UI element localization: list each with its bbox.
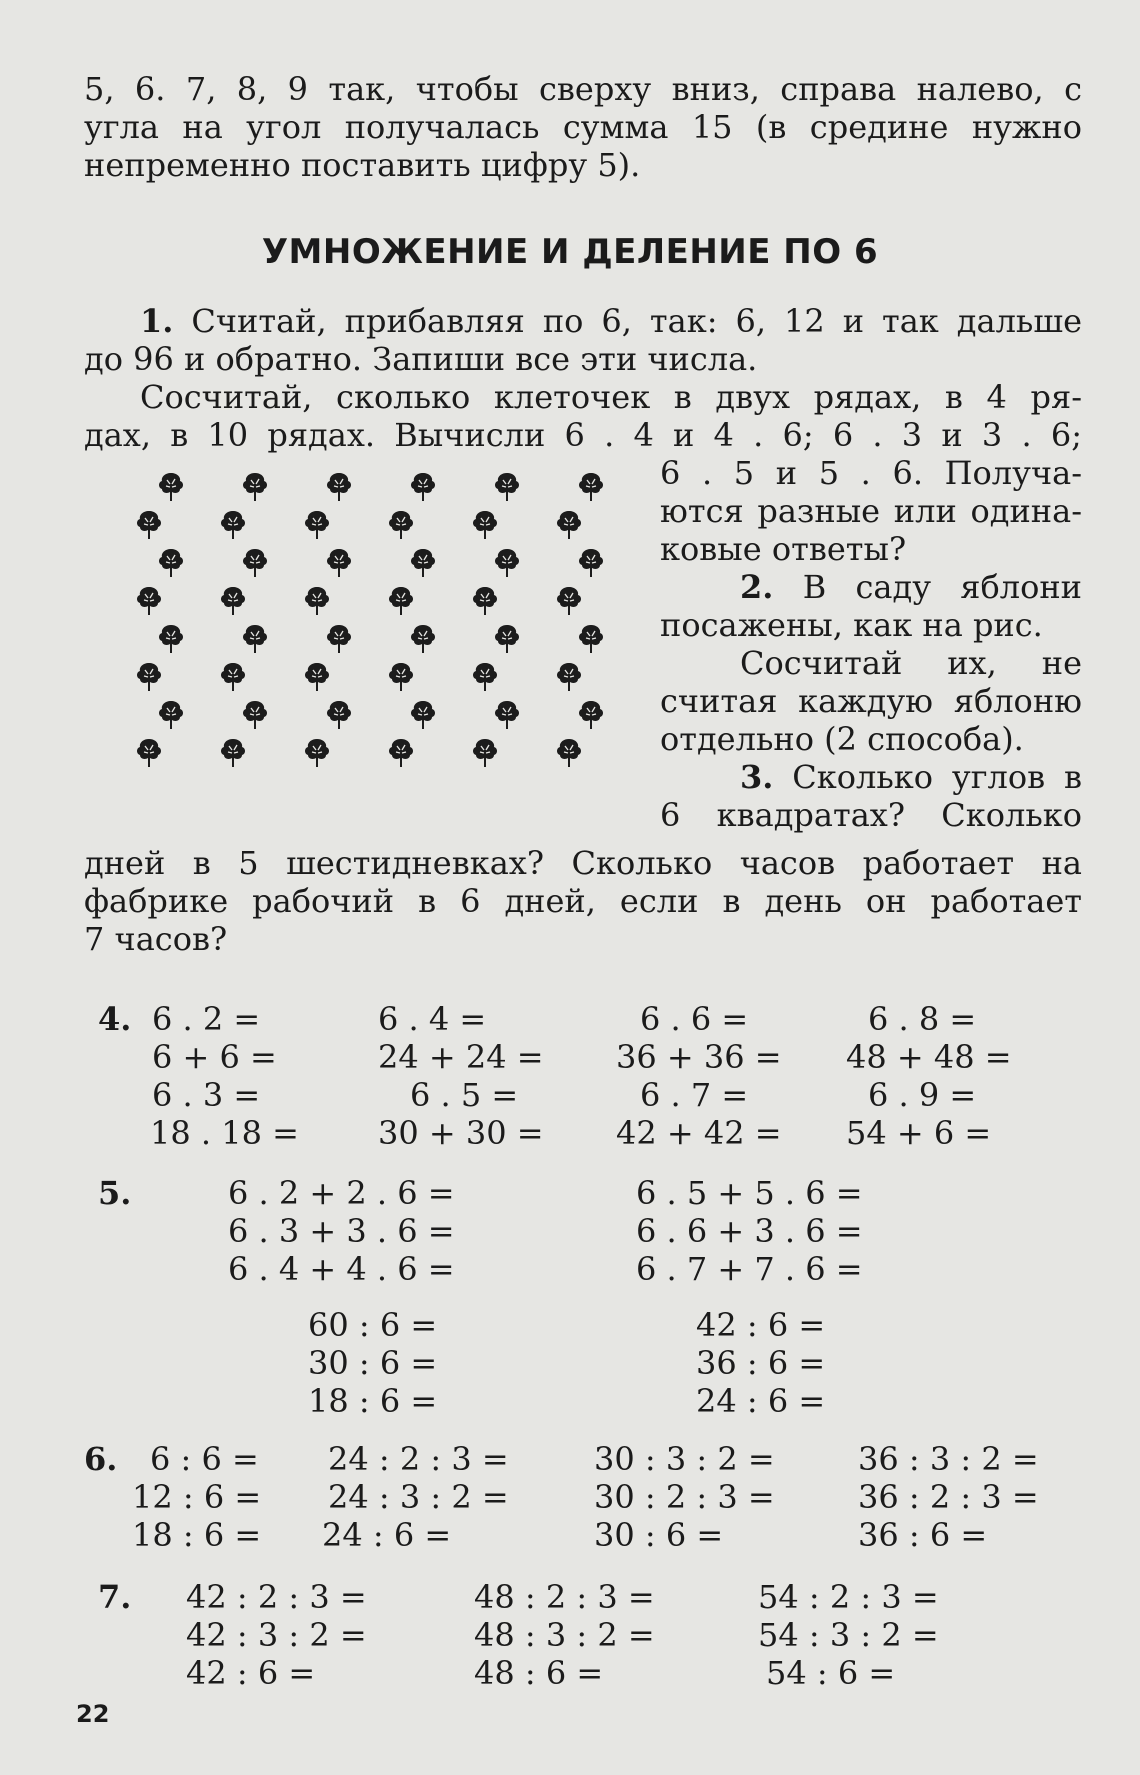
apple-tree-icon <box>470 508 500 542</box>
apple-tree-icon <box>554 736 584 770</box>
orchard-illustration <box>100 470 620 820</box>
ex6-r1-c1: 24 : 3 : 2 = <box>328 1478 509 1516</box>
ex4-r0-c2: 6 . 6 = <box>640 1000 749 1038</box>
ex4-r0-c3: 6 . 8 = <box>868 1000 977 1038</box>
apple-tree-icon <box>156 546 186 580</box>
apple-tree-icon <box>408 470 438 504</box>
ex5-left-0: 6 . 2 + 2 . 6 = <box>228 1174 455 1212</box>
side-text-column <box>660 454 1082 834</box>
apple-tree-icon <box>240 546 270 580</box>
ex1-number: 1. <box>140 302 174 340</box>
apple-tree-icon <box>492 622 522 656</box>
apple-tree-icon <box>408 622 438 656</box>
ex4-r3-c2: 42 + 42 = <box>616 1114 782 1152</box>
apple-tree-icon <box>218 584 248 618</box>
ex4-number: 4. <box>98 1000 132 1038</box>
ex5-right-1: 6 . 6 + 3 . 6 = <box>636 1212 863 1250</box>
apple-tree-icon <box>554 584 584 618</box>
side-line-4-text: В саду яблони <box>802 568 1082 606</box>
apple-tree-icon <box>134 660 164 694</box>
ex5-div-left-2: 18 : 6 = <box>308 1382 438 1420</box>
side-line-6: Сосчитай их, не <box>740 644 1082 682</box>
ex4-r3-c3: 54 + 6 = <box>846 1114 992 1152</box>
ex7-r1-c0: 42 : 3 : 2 = <box>186 1616 367 1654</box>
apple-tree-icon <box>302 584 332 618</box>
apple-tree-icon <box>470 584 500 618</box>
side-line-1: 6 . 5 и 5 . 6. Получа- <box>660 454 1082 492</box>
ex6-r2-c1: 24 : 6 = <box>322 1516 452 1554</box>
ex1-line-2: до 96 и обратно. Запиши все эти числа. <box>84 340 758 378</box>
ex1-line-1-text: Считай, прибавляя по 6, так: 6, 12 и так дальше <box>191 302 1083 340</box>
ex7-r2-c1: 48 : 6 = <box>474 1654 604 1692</box>
apple-tree-icon <box>492 546 522 580</box>
ex3-line-2: фабрике рабочий в 6 дней, если в день он работает <box>84 882 1082 920</box>
apple-tree-icon <box>218 736 248 770</box>
ex5-right-2: 6 . 7 + 7 . 6 = <box>636 1250 863 1288</box>
ex4-r3-c0: 18 . 18 = <box>150 1114 299 1152</box>
apple-tree-icon <box>386 508 416 542</box>
apple-tree-icon <box>386 736 416 770</box>
apple-tree-icon <box>554 508 584 542</box>
ex6-r1-c2: 30 : 2 : 3 = <box>594 1478 775 1516</box>
apple-tree-icon <box>492 698 522 732</box>
side-line-3: ковые ответы? <box>660 530 907 568</box>
apple-tree-icon <box>576 698 606 732</box>
apple-tree-icon <box>134 508 164 542</box>
apple-tree-icon <box>156 698 186 732</box>
apple-tree-icon <box>218 660 248 694</box>
ex4-r0-c0: 6 . 2 = <box>152 1000 261 1038</box>
ex4-r0-c1: 6 . 4 = <box>378 1000 487 1038</box>
ex6-r2-c0: 18 : 6 = <box>132 1516 262 1554</box>
ex4-r2-c3: 6 . 9 = <box>868 1076 977 1114</box>
ex3-line-3: 7 часов? <box>84 920 228 958</box>
apple-tree-icon <box>156 622 186 656</box>
apple-tree-icon <box>408 546 438 580</box>
ex4-r1-c0: 6 + 6 = <box>152 1038 277 1076</box>
ex4-r1-c3: 48 + 48 = <box>846 1038 1012 1076</box>
section-title: УМНОЖЕНИЕ И ДЕЛЕНИЕ ПО 6 <box>261 232 879 272</box>
apple-tree-icon <box>554 660 584 694</box>
ex5-div-left-1: 30 : 6 = <box>308 1344 438 1382</box>
apple-tree-icon <box>470 660 500 694</box>
intro-line-3: непременно поставить цифру 5). <box>84 146 641 184</box>
ex7-r0-c0: 42 : 2 : 3 = <box>186 1578 367 1616</box>
ex6-r2-c3: 36 : 6 = <box>858 1516 988 1554</box>
ex7-r2-c0: 42 : 6 = <box>186 1654 316 1692</box>
ex6-r0-c1: 24 : 2 : 3 = <box>328 1440 509 1478</box>
ex1-line-1 <box>84 302 1082 340</box>
ex6-r0-c3: 36 : 3 : 2 = <box>858 1440 1039 1478</box>
apple-tree-icon <box>302 736 332 770</box>
side-line-8: отдельно (2 способа). <box>660 720 1024 758</box>
side-line-7: считая каждую яблоню <box>660 682 1082 720</box>
apple-tree-icon <box>576 546 606 580</box>
apple-tree-icon <box>324 546 354 580</box>
side-line-5: посажены, как на рис. <box>660 606 1043 644</box>
ex5-right-0: 6 . 5 + 5 . 6 = <box>636 1174 863 1212</box>
apple-tree-icon <box>470 736 500 770</box>
apple-tree-icon <box>240 698 270 732</box>
ex4-r2-c2: 6 . 7 = <box>640 1076 749 1114</box>
ex5-div-right-1: 36 : 6 = <box>696 1344 826 1382</box>
apple-tree-icon <box>576 470 606 504</box>
ex5-left-2: 6 . 4 + 4 . 6 = <box>228 1250 455 1288</box>
apple-tree-icon <box>408 698 438 732</box>
ex7-r1-c2: 54 : 3 : 2 = <box>758 1616 939 1654</box>
ex5-div-right-0: 42 : 6 = <box>696 1306 826 1344</box>
page-number: 22 <box>76 1700 110 1728</box>
ex4-r1-c1: 24 + 24 = <box>378 1038 544 1076</box>
ex6-r1-c3: 36 : 2 : 3 = <box>858 1478 1039 1516</box>
apple-tree-icon <box>134 584 164 618</box>
ex4-r3-c1: 30 + 30 = <box>378 1114 544 1152</box>
ex4-r2-c0: 6 . 3 = <box>152 1076 261 1114</box>
apple-tree-icon <box>492 470 522 504</box>
ex5-number: 5. <box>98 1174 132 1212</box>
ex7-number: 7. <box>98 1578 132 1616</box>
ex4-r2-c1: 6 . 5 = <box>410 1076 519 1114</box>
apple-tree-icon <box>240 470 270 504</box>
ex5-div-left-0: 60 : 6 = <box>308 1306 438 1344</box>
side-line-9-text: Сколько углов в <box>792 758 1083 796</box>
apple-tree-icon <box>324 622 354 656</box>
ex5-div-right-2: 24 : 6 = <box>696 1382 826 1420</box>
apple-tree-icon <box>386 660 416 694</box>
side-line-2: ются разные или одина- <box>660 492 1082 530</box>
ex6-r0-c0: 6 : 6 = <box>150 1440 259 1478</box>
side-line-4 <box>660 568 1082 606</box>
side-line-10: 6 квадратах? Сколько <box>660 796 1082 834</box>
apple-tree-icon <box>302 660 332 694</box>
ex6-number: 6. <box>84 1440 118 1478</box>
ex1-line-3: Сосчитай, сколько клеточек в двух рядах, в 4 ря- <box>140 378 1082 416</box>
ex3-line-1: дней в 5 шестидневках? Сколько часов работает на <box>84 844 1082 882</box>
ex6-r1-c0: 12 : 6 = <box>132 1478 262 1516</box>
apple-tree-icon <box>576 622 606 656</box>
apple-tree-icon <box>240 622 270 656</box>
ex7-r1-c1: 48 : 3 : 2 = <box>474 1616 655 1654</box>
ex5-left-1: 6 . 3 + 3 . 6 = <box>228 1212 455 1250</box>
side-line-9 <box>660 758 1082 796</box>
apple-tree-icon <box>218 508 248 542</box>
ex7-r0-c2: 54 : 2 : 3 = <box>758 1578 939 1616</box>
apple-tree-icon <box>156 470 186 504</box>
intro-line-1: 5, 6. 7, 8, 9 так, чтобы сверху вниз, справа налево, с <box>84 70 1082 108</box>
ex7-r0-c1: 48 : 2 : 3 = <box>474 1578 655 1616</box>
ex3-number: 3. <box>740 758 774 796</box>
apple-tree-icon <box>302 508 332 542</box>
apple-tree-icon <box>324 698 354 732</box>
apple-tree-icon <box>134 736 164 770</box>
ex4-r1-c2: 36 + 36 = <box>616 1038 782 1076</box>
apple-tree-icon <box>386 584 416 618</box>
ex6-r0-c2: 30 : 3 : 2 = <box>594 1440 775 1478</box>
ex2-number: 2. <box>740 568 774 606</box>
apple-tree-icon <box>324 470 354 504</box>
intro-line-2: угла на угол получалась сумма 15 (в средине нужно <box>84 108 1082 146</box>
ex6-r2-c2: 30 : 6 = <box>594 1516 724 1554</box>
ex1-line-4: дах, в 10 рядах. Вычисли 6 . 4 и 4 . 6; 6 . 3 и 3 . 6; <box>84 416 1082 454</box>
ex7-r2-c2: 54 : 6 = <box>766 1654 896 1692</box>
